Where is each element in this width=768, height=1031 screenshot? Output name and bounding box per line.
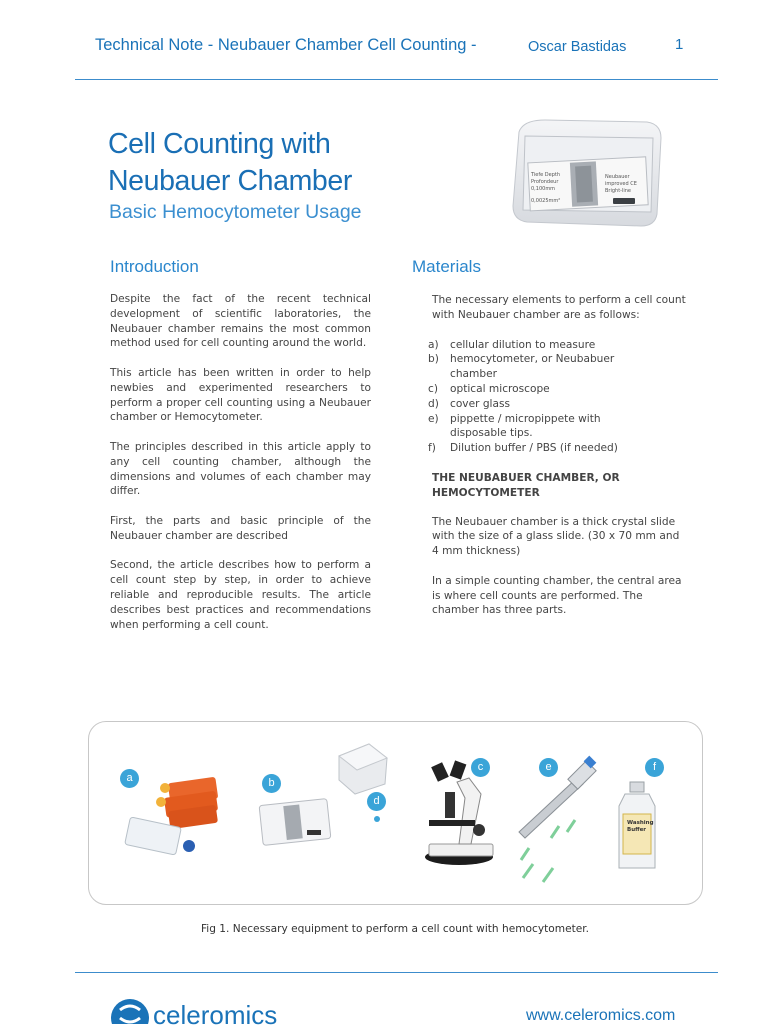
- list-item-letter: c): [428, 382, 438, 395]
- materials-paragraph: The Neubauer chamber is a thick crystal slide with the size of a glass slide. (30 x 70 mm and 4 mm thickness): [432, 515, 680, 558]
- hero-label-left-1: Tiefe Depth: [531, 172, 561, 178]
- badge-c: c: [471, 758, 490, 777]
- header-rule: [75, 79, 718, 80]
- badge-e: e: [539, 758, 558, 777]
- materials-intro: The necessary elements to perform a cell count with Neubauer chamber are as follows:: [432, 294, 686, 321]
- hero-label-left-4: 0,0025mm²: [531, 198, 561, 204]
- chamber-subheading-line-1: THE NEUBABUER CHAMBER, OR: [432, 471, 620, 484]
- badge-d: d: [367, 792, 386, 811]
- equipment-illustration: [89, 722, 702, 904]
- list-item-text: Dilution buffer / PBS (if needed): [450, 442, 618, 455]
- pipette-image: [519, 756, 596, 882]
- list-item-text: cover glass: [450, 397, 511, 410]
- hero-label-right-1: Neubauer: [605, 174, 630, 180]
- neubauer-chamber-image: [505, 118, 665, 230]
- list-item-text: cellular dilution to measure: [450, 338, 596, 351]
- list-item: [428, 382, 624, 397]
- header-author: Oscar Bastidas: [528, 39, 627, 55]
- footer-rule: [75, 972, 718, 973]
- bottle-label-1: Washing: [627, 820, 654, 826]
- list-item-letter: d): [428, 397, 439, 410]
- equipment-figure: [88, 721, 703, 905]
- introduction-heading: Introduction: [110, 257, 199, 276]
- badge-a: a: [120, 769, 139, 788]
- materials-heading: Materials: [412, 257, 481, 276]
- hero-label-left-2: Profondeur: [531, 179, 559, 185]
- chamber-subheading: [432, 471, 689, 501]
- brand-mark: [613, 198, 635, 204]
- hero-label-left-3: 0,100mm: [531, 186, 556, 192]
- chamber-subheading-line-2: HEMOCYTOMETER: [432, 486, 540, 499]
- materials-list: [428, 338, 624, 456]
- list-item: [428, 352, 624, 382]
- page-title: [108, 126, 352, 200]
- title-line-2: Neubauer Chamber: [108, 165, 352, 197]
- page-subtitle: Basic Hemocytometer Usage: [109, 201, 362, 223]
- list-item-text: pippette / micropippete with disposable tips.: [450, 412, 601, 440]
- title-line-1: Cell Counting with: [108, 128, 331, 160]
- list-item: [428, 412, 624, 442]
- intro-paragraph: Despite the fact of the recent technical development of scientific laboratories, the Neubauer chamber remains the most common method used for cell counting around the world.: [110, 293, 371, 350]
- list-item: [428, 397, 624, 412]
- badge-b: b: [262, 774, 281, 793]
- list-item-letter: b): [428, 353, 439, 366]
- celeromics-logo-text: celeromics: [153, 1000, 278, 1030]
- figure-caption: Fig 1. Necessary equipment to perform a cell count with hemocytometer.: [200, 923, 590, 935]
- introduction-body: [110, 292, 371, 647]
- celeromics-logo-icon: [110, 996, 150, 1024]
- hero-label-right-2: improved CE: [605, 181, 637, 187]
- badge-f: f: [645, 758, 664, 777]
- intro-paragraph: First, the parts and basic principle of the Neubauer chamber are described: [110, 514, 371, 542]
- cell-flasks-image: [125, 777, 219, 855]
- hero-label-right-3: Bright-line: [605, 188, 632, 194]
- list-item: [428, 338, 624, 353]
- list-item-letter: e): [428, 412, 439, 425]
- list-item-letter: f): [428, 442, 436, 455]
- bottle-label-2: Buffer: [627, 827, 647, 833]
- page-number: 1: [675, 36, 684, 53]
- intro-paragraph: This article has been written in order to help newbies and experimented researchers to perform a proper cell counting using a Neubauer chamber or Hemocytometer.: [110, 366, 371, 424]
- hemocytometer-image: [259, 799, 331, 846]
- list-item-text: optical microscope: [450, 382, 550, 395]
- header-title: Technical Note - Neubauer Chamber Cell Counting -: [95, 36, 477, 54]
- washing-buffer-bottle-image: [619, 782, 655, 868]
- intro-paragraph: The principles described in this article apply to any cell counting chamber, although the dimensions and volumes of each chamber may differ.: [110, 440, 371, 498]
- list-item-letter: a): [428, 338, 439, 351]
- intro-paragraph: Second, the article describes how to perform a cell count step by step, in order to achieve reliable and reproducible results. The article describes best practices and recommendations when performing a cell count.: [110, 559, 371, 631]
- footer-url[interactable]: www.celeromics.com: [526, 1007, 676, 1024]
- list-item-text: hemocytometer, or Neubabuer chamber: [450, 353, 615, 381]
- materials-body: [428, 293, 689, 633]
- materials-paragraph: In a simple counting chamber, the central area is where cell counts are performed. The chamber has three parts.: [432, 574, 682, 617]
- list-item: [428, 441, 624, 456]
